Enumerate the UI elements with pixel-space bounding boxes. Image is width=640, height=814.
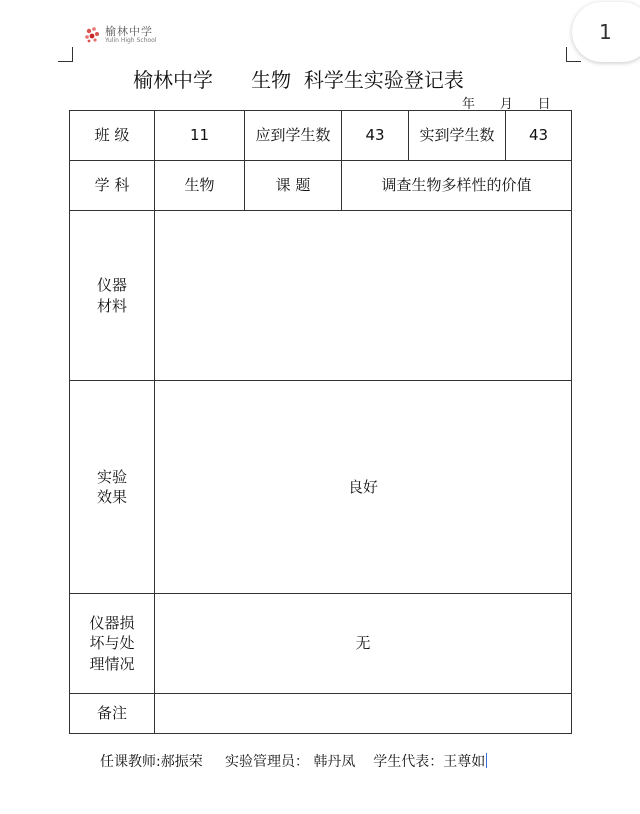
subject-value: 生物 — [155, 161, 245, 211]
date-day: 日 — [537, 97, 551, 112]
damage-value: 无 — [155, 594, 572, 694]
title-school: 榆林中学 — [133, 68, 213, 92]
page-number-badge[interactable] — [572, 2, 640, 62]
damage-label-line2: 坏与处 — [89, 634, 135, 653]
topic-label: 课 题 — [245, 161, 342, 211]
date-month: 月 — [499, 97, 513, 112]
title-subject: 生物 — [251, 68, 292, 92]
form-title — [133, 64, 464, 93]
registration-table — [69, 110, 572, 734]
materials-value — [155, 211, 572, 381]
school-emblem-icon — [82, 25, 102, 45]
table-row-materials — [70, 211, 572, 381]
page-number: 1 — [599, 20, 612, 44]
crop-mark-top-left — [58, 47, 73, 62]
title-form-name: 科学生实验登记表 — [303, 68, 464, 92]
teacher-label: 任课教师: — [100, 754, 161, 770]
admin-name: 韩丹凤 — [313, 754, 356, 770]
student-rep-name: 王尊如 — [443, 754, 486, 770]
actual-students-label: 实到学生数 — [409, 111, 506, 161]
damage-label-line1: 仪器损 — [89, 614, 135, 633]
materials-label — [70, 211, 155, 381]
table-row-damage — [70, 594, 572, 694]
school-logo — [82, 24, 156, 46]
table-row-remarks — [70, 694, 572, 734]
class-label: 班 级 — [70, 111, 155, 161]
teacher-name: 郝振荣 — [160, 754, 203, 770]
table-row-subject — [70, 161, 572, 211]
admin-label: 实验管理员： — [224, 754, 309, 770]
subject-label: 学 科 — [70, 161, 155, 211]
materials-label-line2: 材料 — [96, 296, 127, 315]
crop-mark-top-right — [566, 47, 581, 62]
student-rep-label: 学生代表： — [373, 754, 444, 770]
expected-students-value: 43 — [342, 111, 409, 161]
effect-label-line2: 效果 — [96, 488, 127, 506]
date-year: 年 — [462, 97, 476, 112]
effect-label — [70, 381, 155, 594]
table-row-attendance — [70, 111, 572, 161]
damage-label — [70, 594, 155, 694]
actual-students-value: 43 — [506, 111, 572, 161]
logo-english-name: Yulin High School — [105, 37, 157, 44]
remarks-label: 备注 — [70, 694, 155, 734]
signature-line — [100, 751, 487, 771]
class-value: 11 — [155, 111, 245, 161]
text-cursor — [486, 753, 487, 768]
materials-label-line1: 仪器 — [96, 276, 127, 295]
effect-value: 良好 — [155, 381, 572, 594]
table-row-effect — [70, 381, 572, 594]
logo-chinese-name: 榆林中学 — [105, 25, 153, 38]
effect-label-line1: 实验 — [96, 467, 127, 486]
expected-students-label: 应到学生数 — [245, 111, 342, 161]
damage-label-line3: 理情况 — [89, 654, 135, 673]
remarks-value — [155, 694, 572, 734]
topic-value: 调查生物多样性的价值 — [342, 161, 572, 211]
